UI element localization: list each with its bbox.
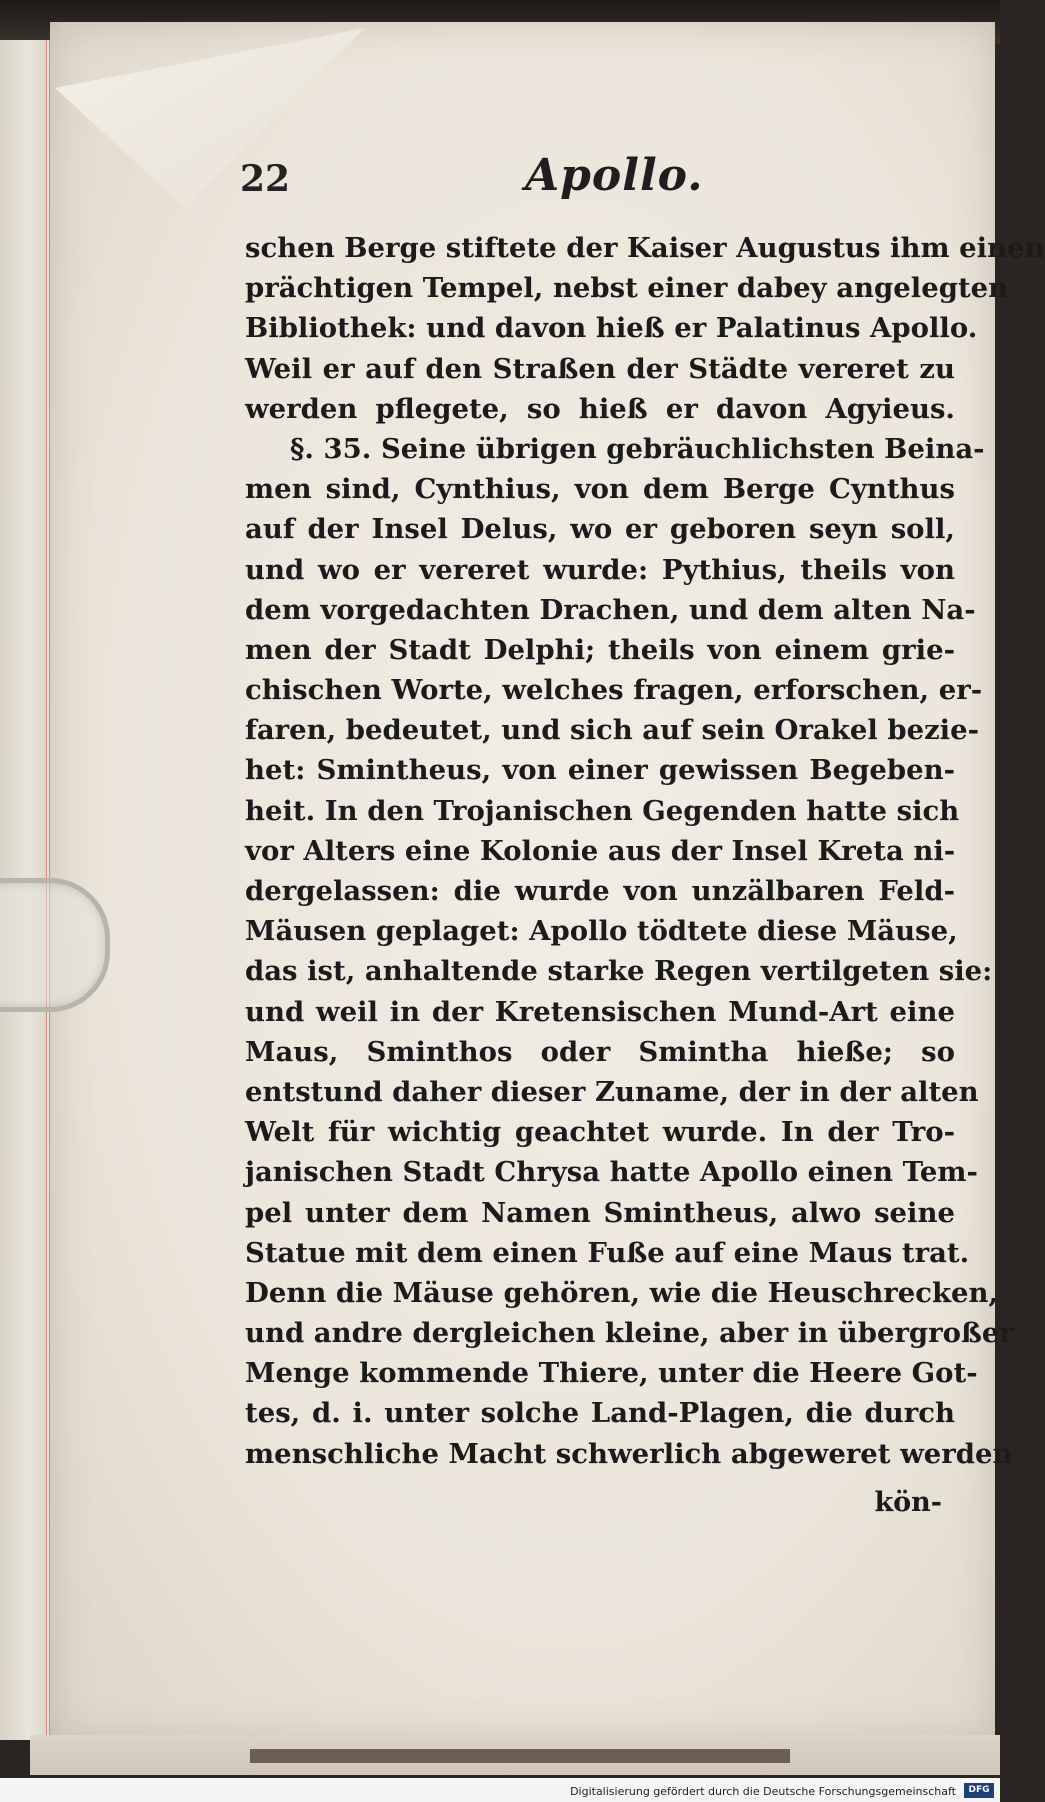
text-line: pel unter dem Namen Smintheus, alwo seine xyxy=(245,1196,955,1229)
text-line: dergelassen: die wurde von unzälbaren Feld- xyxy=(245,875,955,907)
text-line: Weil er auf den Straßen der Städte vereret zu xyxy=(245,352,955,385)
text-line: Welt für wichtig geachtet wurde. In der Tro- xyxy=(245,1116,955,1149)
text-line: tes, d. i. unter solche Land-Plagen, die durch xyxy=(245,1397,955,1430)
text-line: chischen Worte, welches fragen, erforschen, er- xyxy=(245,674,983,707)
text-line: heit. In den Trojanischen Gegenden hatte sich xyxy=(245,794,960,827)
page-header xyxy=(240,150,940,210)
text-line: auf der Insel Delus, wo er geboren seyn soll, xyxy=(245,513,955,546)
text-line: Menge kommende Thiere, unter die Heere Got- xyxy=(245,1357,978,1390)
page-number: 22 xyxy=(240,158,291,200)
text-line: dem vorgedachten Drachen, und dem alten Na- xyxy=(245,593,976,626)
text-line: menschliche Macht schwerlich abgeweret werden xyxy=(245,1437,1013,1470)
text-line: men sind, Cynthius, von dem Berge Cynthus xyxy=(245,473,955,506)
running-title: Apollo. xyxy=(525,150,704,201)
text-line: janischen Stadt Chrysa hatte Apollo einen Tem- xyxy=(245,1156,978,1189)
text-line: men der Stadt Delphi; theils von einem grie- xyxy=(245,633,955,666)
text-line: vor Alters eine Kolonie aus der Insel Kreta ni- xyxy=(245,834,956,867)
text-line: Statue mit dem einen Fuße auf eine Maus trat. xyxy=(245,1236,970,1269)
text-line: §. 35. Seine übrigen gebräuchlichsten Beina- xyxy=(290,432,985,465)
text-line: werden pflegete, so hieß er davon Agyieus. xyxy=(245,392,955,425)
text-line: Denn die Mäuse gehören, wie die Heuschrecken, xyxy=(245,1276,999,1309)
text-line: und andre dergleichen kleine, aber in übergroßer xyxy=(245,1317,1014,1350)
text-line: das ist, anhaltende starke Regen vertilgeten sie: xyxy=(245,955,993,988)
book-bottom-edge xyxy=(30,1735,1000,1775)
text-line: Mäusen geplaget: Apollo tödtete diese Mäuse, xyxy=(245,915,958,948)
text-line: het: Smintheus, von einer gewissen Begeben- xyxy=(245,754,955,787)
dfg-logo: DFG xyxy=(964,1783,994,1798)
text-line: faren, bedeutet, und sich auf sein Orakel bezie- xyxy=(245,714,980,747)
footer-credit: Digitalisierung gefördert durch die Deutsche Forschungsgemeinschaft xyxy=(566,1785,960,1798)
text-line: und wo er vereret wurde: Pythius, theils von xyxy=(245,553,955,586)
text-line: prächtigen Tempel, nebst einer dabey angelegten xyxy=(245,272,1009,305)
text-line: schen Berge stiftete der Kaiser Augustus ihm einen xyxy=(245,232,1045,264)
text-line: und weil in der Kretensischen Mund-Art eine xyxy=(245,995,955,1028)
text-line: Maus, Sminthos oder Smintha hieße; so xyxy=(245,1035,955,1068)
body-text xyxy=(245,228,1045,1474)
text-line: Bibliothek: und davon hieß er Palatinus Apollo. xyxy=(245,312,978,345)
catchword: kön- xyxy=(874,1487,942,1518)
page-clip xyxy=(0,878,110,1012)
text-line: entstund daher dieser Zuname, der in der alten xyxy=(245,1075,979,1108)
